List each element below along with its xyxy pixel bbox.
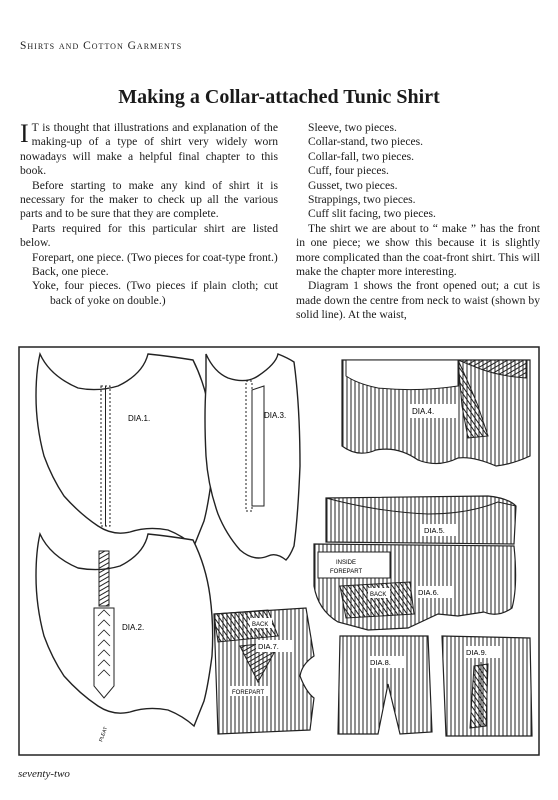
list-item: Gusset, two pieces.: [308, 178, 398, 192]
text-column-right: [296, 121, 540, 323]
list-item: Yoke, four pieces. (Two pieces if plain cloth; cut back of yoke on double.): [32, 279, 278, 307]
diagram-1: [36, 354, 213, 546]
dia3-label: DIA.3.: [264, 411, 287, 420]
dia4-label: DIA.4.: [412, 407, 435, 416]
inside-forepart-label-2: FOREPART: [330, 569, 363, 575]
list-item: Strappings, two pieces.: [308, 193, 416, 207]
list-item: Forepart, one piece. (Two pieces for coat-type front.): [32, 250, 278, 264]
text-column-left: [20, 121, 278, 308]
diagram-3: [205, 354, 300, 560]
dia7-label: DIA.7.: [258, 642, 279, 651]
page-number: seventy-two: [18, 768, 70, 780]
paragraph-front: The shirt we are about to “ make ” has the front in one piece; we show this because it is slightly more complicated than the coat-front shirt. This will make the chapter more interesting.: [296, 221, 540, 279]
diagram-5-6: [314, 496, 516, 630]
pleat-label: PLEAT: [98, 726, 110, 743]
list-item: Cuff slit facing, two pieces.: [308, 207, 436, 221]
diagram-4: [342, 360, 530, 466]
back-label-6: BACK: [370, 592, 387, 598]
dia5-label: DIA.5.: [424, 526, 445, 535]
list-item: Sleeve, two pieces.: [308, 121, 397, 134]
list-item: Cuff, four pieces.: [308, 164, 389, 178]
running-header: Shirts and Cotton Garments: [20, 40, 183, 52]
paragraph-parts: Parts required for this particular shirt are listed below.: [20, 221, 278, 250]
list-item: Collar-stand, two pieces.: [308, 135, 424, 149]
dia8-label: DIA.8.: [370, 658, 391, 667]
dia9-label: DIA.9.: [466, 648, 487, 657]
diagram-7: [214, 608, 314, 734]
paragraph-diagram1: Diagram 1 shows the front opened out; a cut is made down the centre from neck to waist (shown by solid line). At the waist,: [296, 279, 540, 322]
drop-cap: I: [20, 119, 29, 148]
list-item: Back, one piece.: [32, 265, 109, 279]
diagram-9: [442, 636, 532, 736]
dia1-label: DIA.1.: [128, 414, 151, 423]
diagrams-figure: [18, 346, 540, 756]
dia2-label: DIA.2.: [122, 623, 145, 632]
page-title: Making a Collar-attached Tunic Shirt: [118, 86, 440, 108]
paragraph-check: Before starting to make any kind of shirt it is necessary for the maker to check up all the various parts and to be sure that they are complete.: [20, 178, 278, 221]
diagram-8: [338, 636, 432, 734]
forepart-label-7: FOREPART: [232, 690, 265, 696]
back-label-7: BACK: [252, 622, 269, 628]
list-item: Collar-fall, two pieces.: [308, 149, 415, 163]
diagram-2: [36, 534, 213, 743]
inside-forepart-label-1: INSIDE: [336, 560, 357, 566]
dia6-label: DIA.6.: [418, 588, 439, 597]
paragraph-intro: I T is thought that illustrations and explanation of the making-up of a type of shirt very widely worn nowadays will make a helpful final chapter to this book.: [20, 119, 278, 178]
